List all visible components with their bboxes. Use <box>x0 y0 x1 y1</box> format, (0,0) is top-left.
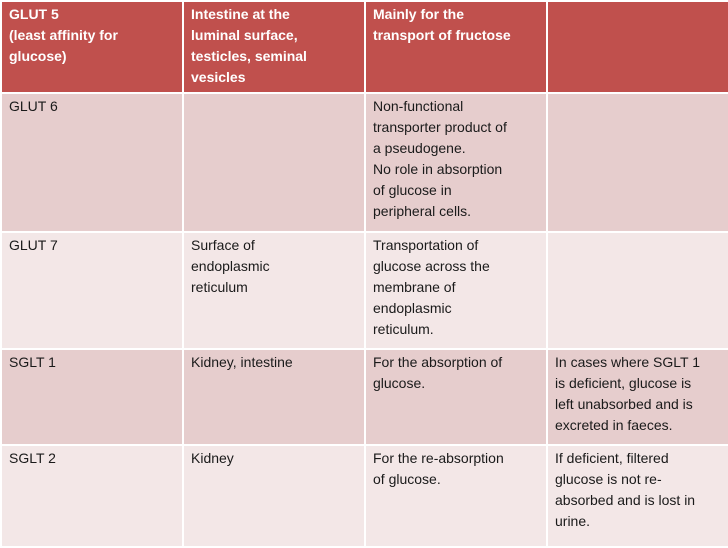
location-cell <box>183 93 365 232</box>
notes-cell <box>547 93 728 232</box>
notes-cell <box>547 232 728 349</box>
function-cell: Mainly for the transport of fructose <box>365 1 547 93</box>
transporter-cell: GLUT 7 <box>1 232 183 349</box>
table-row <box>1 445 728 547</box>
location-cell: Kidney, intestine <box>183 349 365 445</box>
function-cell: For the absorption of glucose. <box>365 349 547 445</box>
transporter-cell: GLUT 5 (least affinity for glucose) <box>1 1 183 93</box>
table-row <box>1 349 728 445</box>
transporter-cell: GLUT 6 <box>1 93 183 232</box>
location-cell: Kidney <box>183 445 365 547</box>
table-row <box>1 232 728 349</box>
location-cell: Intestine at the luminal surface, testicles, seminal vesicles <box>183 1 365 93</box>
notes-cell <box>547 1 728 93</box>
transporter-cell: SGLT 2 <box>1 445 183 547</box>
function-cell: For the re-absorption of glucose. <box>365 445 547 547</box>
function-cell: Non-functional transporter product of a pseudogene. No role in absorption of glucose in peripheral cells. <box>365 93 547 232</box>
table-row <box>1 93 728 232</box>
transporter-cell: SGLT 1 <box>1 349 183 445</box>
location-cell: Surface of endoplasmic reticulum <box>183 232 365 349</box>
table-row <box>1 1 728 93</box>
notes-cell: In cases where SGLT 1 is deficient, glucose is left unabsorbed and is excreted in faeces. <box>547 349 728 445</box>
notes-cell: If deficient, filtered glucose is not re- absorbed and is lost in urine. <box>547 445 728 547</box>
function-cell: Transportation of glucose across the membrane of endoplasmic reticulum. <box>365 232 547 349</box>
